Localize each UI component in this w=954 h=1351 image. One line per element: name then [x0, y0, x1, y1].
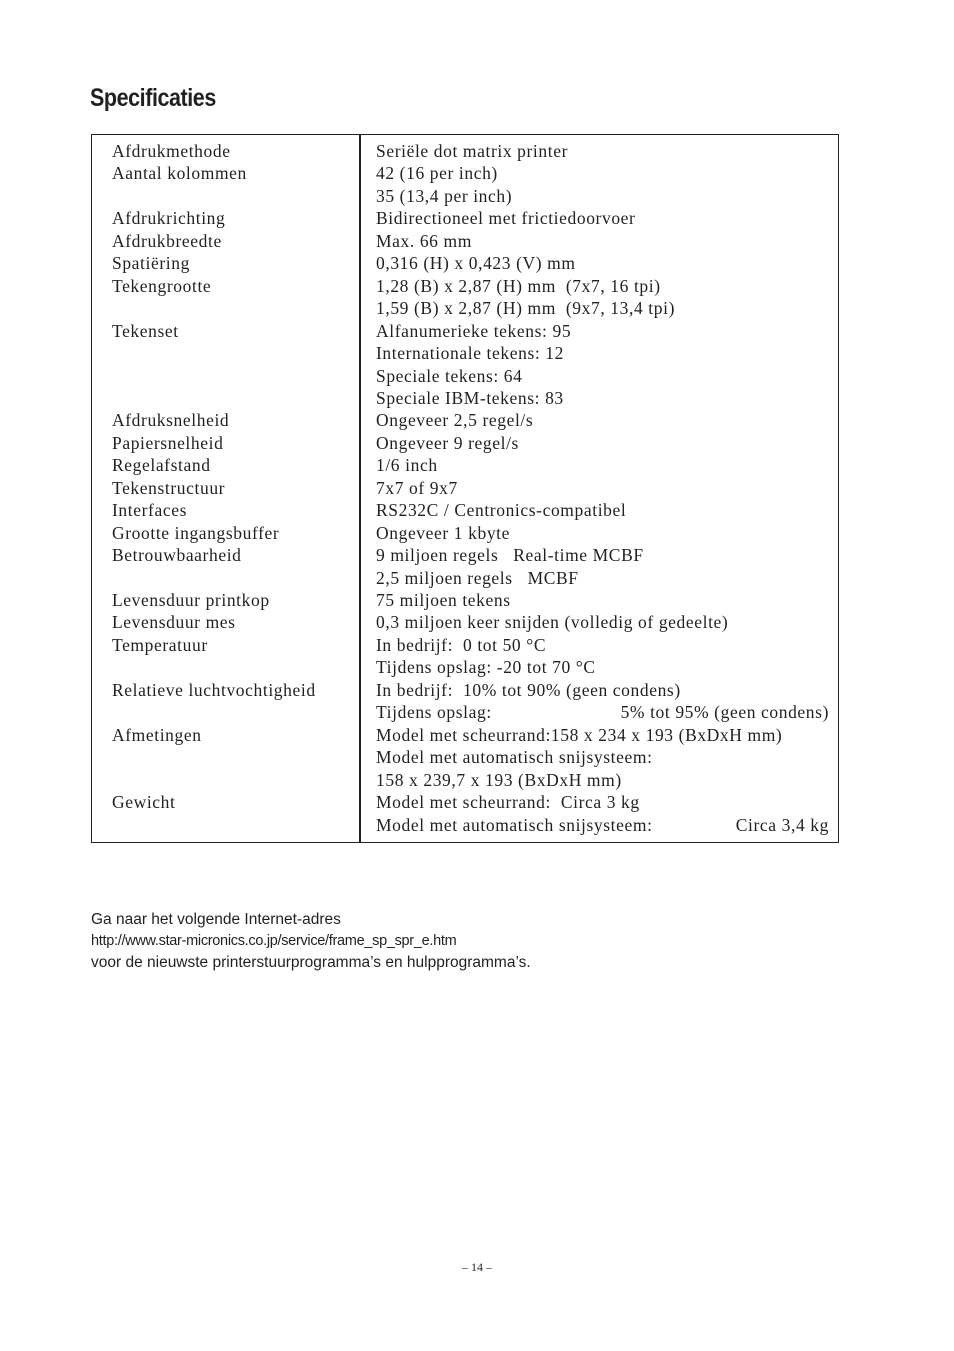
- spec-value: 0,3 miljoen keer snijden (volledig of gedeelte): [376, 612, 729, 633]
- spec-row: [112, 701, 837, 723]
- spec-value: Bidirectioneel met frictiedoorvoer: [376, 208, 636, 229]
- spec-value: Model met scheurrand:158 x 234 x 193 (BxDxH mm): [376, 724, 783, 745]
- spec-label: Grootte ingangsbuffer: [112, 522, 280, 543]
- spec-row: [112, 230, 837, 252]
- spec-value: In bedrijf: 10% tot 90% (geen condens): [376, 679, 681, 700]
- spec-row: [112, 589, 837, 611]
- spec-value: 42 (16 per inch): [376, 163, 498, 184]
- footer-note: voor de nieuwste printerstuurprogramma’s en hulpprogramma’s.: [91, 954, 531, 971]
- spec-value: Seriële dot matrix printer: [376, 141, 569, 161]
- spec-value: RS232C / Centronics-compatibel: [376, 500, 627, 521]
- spec-value-secondary: 5% tot 95% (geen condens): [620, 702, 829, 723]
- spec-value: 0,316 (H) x 0,423 (V) mm: [376, 253, 576, 274]
- spec-row: [112, 342, 837, 364]
- spec-row: [112, 567, 837, 589]
- spec-row: [112, 387, 837, 409]
- page-number: – 14 –: [462, 1260, 492, 1274]
- spec-label: Betrouwbaarheid: [112, 545, 242, 566]
- spec-row: [112, 162, 837, 184]
- spec-value: Model met automatisch snijsysteem:: [376, 747, 653, 768]
- driver-download-link[interactable]: http://www.star-micronics.co.jp/service/frame_sp_spr_e.htm: [91, 933, 457, 949]
- spec-row: [112, 140, 837, 162]
- spec-label: Afdrukrichting: [112, 208, 226, 229]
- spec-row: [112, 409, 837, 431]
- spec-value: Speciale tekens: 64: [376, 365, 523, 386]
- spec-value: Speciale IBM-tekens: 83: [376, 387, 564, 408]
- spec-label: Tekenstructuur: [112, 477, 226, 498]
- spec-row: [112, 185, 837, 207]
- spec-label: Relatieve luchtvochtigheid: [112, 679, 316, 700]
- spec-row: [112, 814, 837, 836]
- spec-value: Model met automatisch snijsysteem:: [376, 814, 653, 835]
- spec-value: Alfanumerieke tekens: 95: [376, 320, 572, 341]
- spec-value: 1,59 (B) x 2,87 (H) mm (9x7, 13,4 tpi): [376, 298, 675, 319]
- spec-label: Papiersnelheid: [112, 432, 224, 453]
- spec-value: Ongeveer 9 regel/s: [376, 432, 519, 453]
- spec-row: [112, 656, 837, 678]
- spec-row: [112, 611, 837, 633]
- spec-row: [112, 544, 837, 566]
- spec-value-secondary: Circa 3,4 kg: [735, 814, 829, 835]
- spec-label: Afdrukmethode: [112, 141, 231, 161]
- spec-value: Internationale tekens: 12: [376, 343, 564, 364]
- spec-row: [112, 769, 837, 791]
- spec-value: 75 miljoen tekens: [376, 590, 511, 610]
- spec-row: [112, 634, 837, 656]
- spec-value: 7x7 of 9x7: [376, 477, 458, 498]
- spec-label: Interfaces: [112, 500, 187, 521]
- spec-label: Tekenset: [112, 320, 179, 341]
- spec-row: [112, 365, 837, 387]
- spec-value: 35 (13,4 per inch): [376, 185, 513, 206]
- spec-value: Max. 66 mm: [376, 230, 472, 251]
- spec-label: Afdruksnelheid: [112, 410, 230, 431]
- spec-label: Aantal kolommen: [112, 163, 247, 184]
- spec-row: [112, 791, 837, 813]
- spec-value: Tijdens opslag:: [376, 702, 492, 723]
- spec-row: [112, 679, 837, 701]
- spec-row: [112, 746, 837, 768]
- spec-row: [112, 207, 837, 229]
- spec-value: Ongeveer 2,5 regel/s: [376, 410, 534, 431]
- spec-value: 158 x 239,7 x 193 (BxDxH mm): [376, 769, 622, 790]
- spec-label: Gewicht: [112, 792, 176, 813]
- spec-label: Levensduur printkop: [112, 590, 270, 610]
- spec-row: [112, 522, 837, 544]
- spec-label: Temperatuur: [112, 634, 208, 655]
- spec-value: Tijdens opslag: -20 tot 70 °C: [376, 657, 596, 678]
- page-title: Specificaties: [90, 84, 216, 112]
- spec-value: 1,28 (B) x 2,87 (H) mm (7x7, 16 tpi): [376, 275, 661, 296]
- spec-value: In bedrijf: 0 tot 50 °C: [376, 634, 547, 655]
- spec-value: 1/6 inch: [376, 455, 438, 476]
- spec-value: 2,5 miljoen regels MCBF: [376, 567, 579, 588]
- spec-row: [112, 297, 837, 319]
- spec-row: [112, 275, 837, 297]
- footer-intro: Ga naar het volgende Internet-adres: [91, 911, 341, 928]
- spec-row: [112, 454, 837, 476]
- spec-row: [112, 477, 837, 499]
- spec-row: [112, 320, 837, 342]
- spec-row: [112, 499, 837, 521]
- spec-label: Spatiëring: [112, 253, 190, 274]
- spec-row: [112, 724, 837, 746]
- spec-value: Model met scheurrand: Circa 3 kg: [376, 792, 640, 813]
- spec-row: [112, 432, 837, 454]
- spec-label: Afmetingen: [112, 724, 202, 745]
- spec-label: Afdrukbreedte: [112, 230, 222, 251]
- spec-row: [112, 252, 837, 274]
- spec-value: Ongeveer 1 kbyte: [376, 522, 510, 543]
- spec-label: Regelafstand: [112, 455, 211, 476]
- spec-label: Tekengrootte: [112, 275, 212, 296]
- spec-label: Levensduur mes: [112, 612, 236, 633]
- spec-value: 9 miljoen regels Real-time MCBF: [376, 545, 644, 566]
